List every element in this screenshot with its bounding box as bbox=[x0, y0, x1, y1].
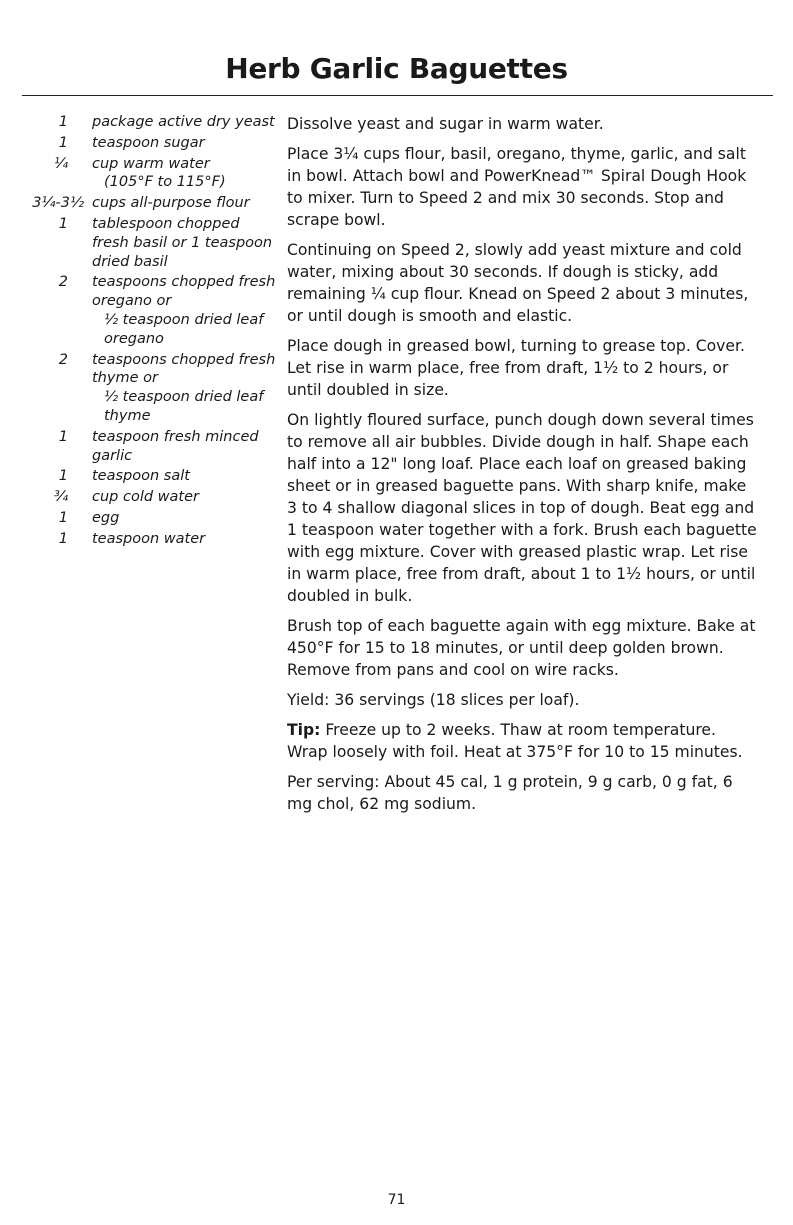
page-title: Herb Garlic Baguettes bbox=[225, 52, 568, 85]
ingredient-quantity: 1 bbox=[58, 468, 68, 485]
ingredient-text: cups all-purpose flour bbox=[92, 195, 250, 212]
page-number: 71 bbox=[387, 1192, 406, 1208]
method-step: Brush top of each baguette again with egg mixture. Bake at 450°F for 15 to 18 minutes, or until deep golden brown. Remove from pans and cool on wire racks. bbox=[287, 617, 756, 679]
ingredient-item bbox=[0, 467, 278, 486]
ingredient-text: teaspoon salt bbox=[92, 468, 190, 485]
ingredient-quantity: 1 bbox=[58, 530, 68, 547]
ingredient-quantity: 1 bbox=[58, 509, 68, 526]
ingredient-item bbox=[0, 113, 278, 132]
method-step: Place dough in greased bowl, turning to grease top. Cover. Let rise in warm place, free from draft, 1½ to 2 hours, or until doubled in size. bbox=[287, 337, 745, 399]
ingredient-quantity: 1 bbox=[58, 215, 68, 232]
tip-paragraph bbox=[287, 719, 757, 763]
ingredient-text: cup warm water bbox=[92, 155, 210, 172]
method-step: Continuing on Speed 2, slowly add yeast mixture and cold water, mixing about 30 seconds. If dough is sticky, add remaining ¼ cup flour. Knead on Speed 2 about 3 minutes, or until dough is smooth and elastic. bbox=[287, 241, 749, 325]
ingredient-item bbox=[0, 530, 278, 549]
ingredient-item bbox=[0, 428, 278, 466]
ingredient-text: cup cold water bbox=[92, 489, 199, 506]
ingredient-item bbox=[0, 134, 278, 153]
ingredient-item bbox=[0, 509, 278, 528]
ingredient-quantity: 3¼-3½ bbox=[32, 195, 84, 212]
ingredient-item bbox=[0, 351, 278, 426]
ingredient-quantity: ¾ bbox=[53, 489, 68, 506]
ingredient-text: tablespoon chopped fresh basil or 1 teaspoon dried basil bbox=[92, 215, 273, 270]
ingredient-note: (105°F to 115°F) bbox=[104, 174, 226, 191]
method-step: Dissolve yeast and sugar in warm water. bbox=[287, 115, 604, 133]
ingredient-quantity: ¼ bbox=[53, 155, 68, 172]
ingredient-item bbox=[0, 273, 278, 348]
tip-label: Tip: bbox=[287, 721, 321, 739]
title-divider bbox=[22, 95, 773, 96]
ingredient-quantity: 1 bbox=[58, 428, 68, 445]
tip-text: Freeze up to 2 weeks. Thaw at room temperature. Wrap loosely with foil. Heat at 375°F for 10 to 15 minutes. bbox=[287, 721, 743, 761]
method-section bbox=[287, 113, 757, 823]
ingredient-text: egg bbox=[92, 509, 120, 526]
ingredient-item bbox=[0, 215, 278, 271]
ingredient-quantity: 1 bbox=[58, 134, 68, 151]
ingredient-text: package active dry yeast bbox=[92, 114, 275, 130]
yield-text: Yield: 36 servings (18 slices per loaf). bbox=[287, 691, 580, 709]
ingredient-text: teaspoon water bbox=[92, 530, 206, 547]
ingredient-text: teaspoon fresh minced garlic bbox=[92, 428, 259, 464]
ingredient-text: teaspoons chopped fresh oregano or bbox=[92, 274, 276, 310]
ingredient-quantity: 2 bbox=[58, 274, 68, 291]
method-step: On lightly floured surface, punch dough down several times to remove all air bubbles. Divide dough in half. Shape each half into a 12" long loaf. Place each loaf on greased baking sheet or in greased baguette pans. With sharp knife, make 3 to 4 shallow diagonal slices in top of dough. Beat egg and 1 teaspoon water together with a fork. Brush each baguette with egg mixture. Cover with greased plastic wrap. Let rise in warm place, free from draft, about 1 to 1½ hours, or until doubled in bulk. bbox=[287, 411, 757, 605]
ingredient-quantity: 2 bbox=[58, 351, 68, 368]
ingredient-item bbox=[0, 488, 278, 507]
ingredient-note: ½ teaspoon dried leaf oregano bbox=[104, 311, 264, 347]
nutrition-text: Per serving: About 45 cal, 1 g protein, 9 g carb, 0 g fat, 6 mg chol, 62 mg sodium. bbox=[287, 773, 733, 813]
method-step: Place 3¼ cups flour, basil, oregano, thyme, garlic, and salt in bowl. Attach bowl and PowerKnead™ Spiral Dough Hook to mixer. Turn to Speed 2 and mix 30 seconds. Stop and scrape bowl. bbox=[287, 145, 747, 229]
ingredient-quantity: 1 bbox=[58, 114, 68, 130]
ingredient-item bbox=[0, 194, 278, 213]
ingredient-list bbox=[0, 113, 278, 551]
ingredient-note: ½ teaspoon dried leaf thyme bbox=[104, 389, 264, 424]
ingredient-text: teaspoon sugar bbox=[92, 134, 205, 151]
ingredient-item bbox=[0, 155, 278, 193]
ingredient-text: teaspoons chopped fresh thyme or bbox=[92, 351, 276, 387]
